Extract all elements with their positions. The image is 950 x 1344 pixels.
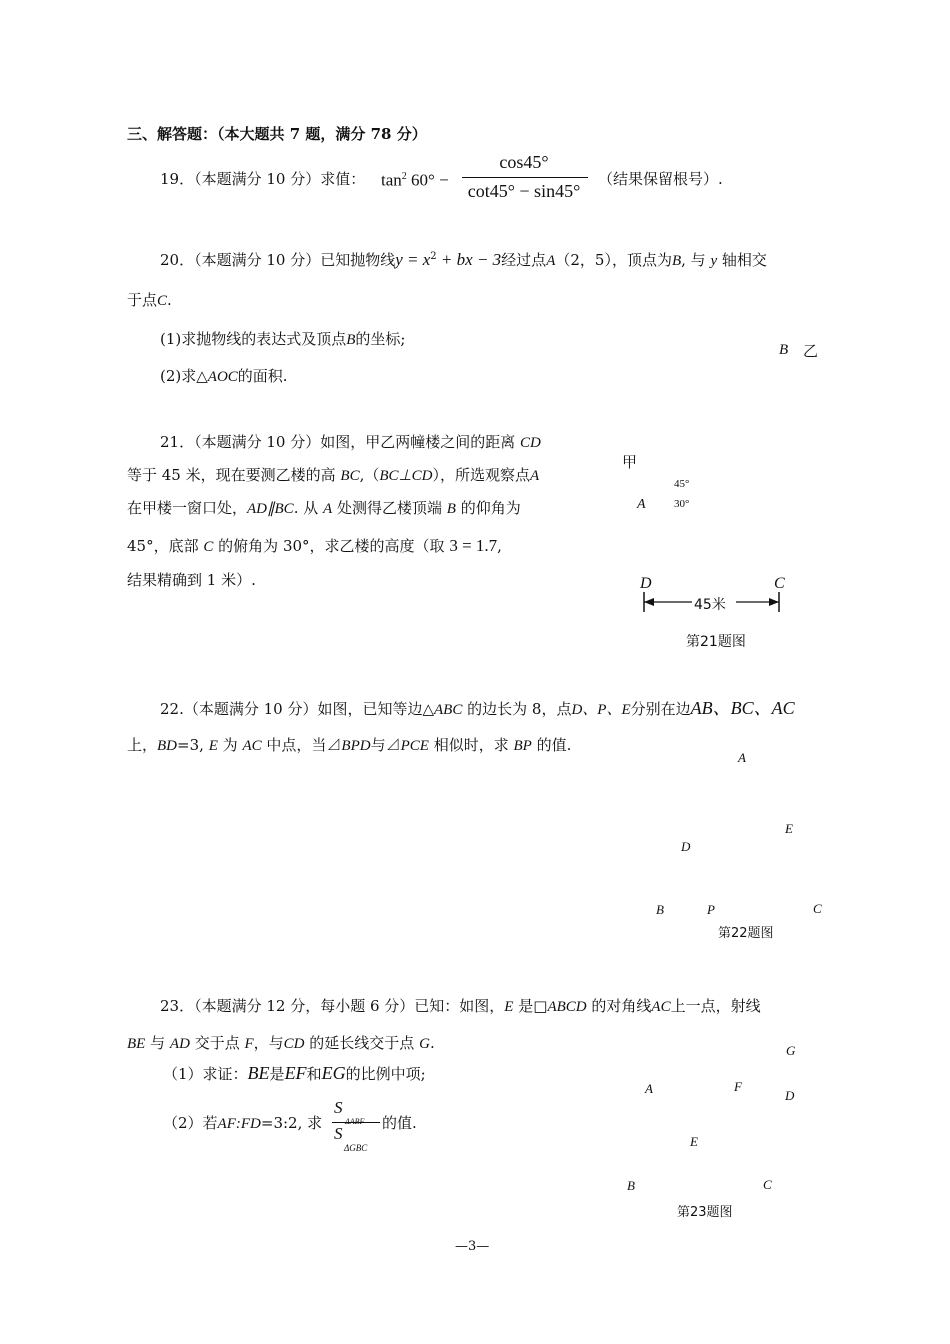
q21-b: B	[446, 501, 456, 517]
q21-line2	[127, 465, 539, 486]
fig23-label-f: F	[734, 1079, 742, 1094]
q20-axis-y: y	[710, 253, 718, 269]
q19-deg60: 60° −	[411, 170, 449, 190]
fig21-angle-30: 30°	[674, 498, 690, 510]
fig21-label-a: A	[637, 497, 646, 512]
q23-text-1c: 的对角线	[591, 997, 652, 1015]
q20-text-d: , 与	[681, 251, 706, 269]
q21-line5: 结果精确到 1 米）.	[127, 571, 256, 589]
q22-text-2f: 相似时，求	[433, 736, 509, 754]
q22-text-2e: 与⊿	[370, 736, 401, 754]
q21-text-2c: ），所选观察点	[432, 466, 530, 484]
q23-abcd: ABCD	[547, 999, 587, 1015]
q20-part2-b: AOC	[207, 369, 238, 385]
q22-text-2g: 的值.	[536, 736, 572, 754]
fig22-label-e: E	[785, 821, 793, 836]
q21-bc: BC	[340, 468, 360, 484]
fig21-distance: 45米	[694, 597, 726, 613]
q23-part2-b: =3:2, 求	[260, 1114, 323, 1132]
q23-text-1b: 是□	[518, 997, 548, 1015]
q20-point-a: A	[546, 253, 556, 269]
q20-point-c: C	[157, 293, 168, 309]
q20-eq-x: = x	[402, 250, 431, 269]
q22-bp: BP	[513, 738, 532, 754]
q23-part1-eg: EG	[321, 1063, 346, 1083]
q23-ac: AC	[651, 999, 671, 1015]
q19-fraction-bar	[462, 177, 588, 178]
fig21-label-yi: 乙	[803, 342, 819, 360]
q19-tan-exp: 2	[401, 171, 407, 182]
section-title: 三、解答题：（本大题共 7 题，满分 78 分）	[127, 125, 427, 143]
q22-line1	[160, 698, 795, 720]
q21-line4	[127, 536, 502, 557]
q21-text-2a: 等于 45 米，现在要测乙楼的高	[127, 466, 336, 484]
q23-text-2b: 交于点	[194, 1034, 240, 1052]
q23-text-2c: ，与	[253, 1034, 284, 1052]
fig21-label-d: D	[640, 575, 652, 592]
q20-part1-b: B	[346, 332, 356, 348]
q21-cd: CD	[520, 435, 541, 451]
q21-root-value: 3 = 1.7	[449, 536, 498, 555]
q20-part2-a: (2)求△	[160, 367, 208, 385]
q19-numerator: cos45°	[499, 152, 549, 172]
q19-prefix: 19．（本题满分 10 分）求值：	[160, 170, 366, 188]
q23-part2-c: 的值.	[382, 1114, 417, 1132]
q20-point-b: B	[671, 253, 682, 269]
q23-part1-b: 是	[269, 1065, 285, 1083]
q21-text-3d: 的仰角为	[460, 499, 521, 517]
q21-text-3c: 处测得乙楼顶端	[336, 499, 442, 517]
q20-part1-c: 的坐标;	[355, 330, 406, 348]
q23-part2-a: （2）若	[163, 1114, 218, 1132]
q23-text-2e: .	[429, 1034, 435, 1052]
q21-text-3a: 在甲楼一窗口处，	[127, 499, 248, 517]
fig21-caption: 第21题图	[686, 634, 746, 650]
fig21-label-b: B	[779, 342, 789, 358]
q23-part1-c: 和	[306, 1065, 322, 1083]
fig23-label-e: E	[690, 1134, 698, 1149]
q22-sides: AB、BC、AC	[690, 698, 795, 718]
q20-text-g: .	[167, 291, 172, 309]
fig21-label-jia: 甲	[622, 453, 638, 471]
q20-eq-exp: 2	[430, 251, 437, 262]
fig22-label-a: A	[738, 750, 746, 765]
q23-part1-a: （1）求证：	[163, 1065, 248, 1083]
q20-line2	[127, 290, 172, 311]
q22-text-1b: 的边长为 8，点	[467, 700, 572, 718]
q23-part1-d: 的比例中项;	[345, 1065, 426, 1083]
q20-text-e: 轴相交	[721, 251, 767, 269]
q23-text-1d: 上一点，射线	[670, 997, 761, 1015]
q21-text-4b: 的俯角为 30°，求乙楼的高度（取	[218, 537, 445, 555]
q21-ad: AD∥BC	[247, 501, 294, 517]
q21-perp: BC⊥CD	[379, 468, 433, 484]
q23-frac-bar	[332, 1122, 380, 1123]
fig23-label-g: G	[786, 1043, 796, 1058]
q23-frac-sub2: ΔGBC	[344, 1143, 368, 1153]
q20-line1	[160, 247, 767, 271]
q22-text-2d: 中点，当⊿	[266, 736, 342, 754]
q20-eq-y: y	[395, 250, 403, 269]
q23-ad: AD	[169, 1036, 190, 1052]
q21-text-4c: ,	[497, 537, 502, 555]
fig22-label-d: D	[681, 839, 691, 854]
q22-text-2a: 上，	[127, 736, 158, 754]
q23-part1	[163, 1063, 426, 1084]
q23-line1	[160, 996, 761, 1017]
q23-e: E	[504, 999, 514, 1015]
q23-line2	[127, 1033, 435, 1054]
q22-bd: BD	[157, 738, 178, 754]
q20-text-a: 20．（本题满分 10 分）已知抛物线	[160, 251, 396, 269]
q21-a2: A	[323, 501, 333, 517]
q19-tan-fn: tan	[381, 170, 402, 190]
q22-text-1c: 分别在边	[630, 700, 691, 718]
q23-frac-s1: S	[334, 1098, 343, 1117]
q19-tan	[381, 167, 449, 191]
q20-part1	[160, 329, 405, 350]
fig23-label-d: D	[785, 1088, 795, 1103]
q23-g: G	[419, 1036, 430, 1052]
q22-text-2b: =3,	[177, 736, 204, 754]
fig23-label-b: B	[627, 1178, 635, 1193]
q23-text-2d: 的延长线交于点	[309, 1034, 415, 1052]
q23-frac-s2: S	[334, 1124, 343, 1143]
fig22-label-c: C	[813, 901, 822, 916]
q20-part2	[160, 366, 288, 387]
q21-text-3b: . 从	[293, 499, 319, 517]
q22-line2	[127, 735, 571, 756]
fig22-label-b: B	[656, 902, 664, 917]
q23-part1-be: BE	[247, 1063, 270, 1083]
page-number: —3—	[455, 1239, 490, 1254]
q22-pce: PCE	[400, 738, 429, 754]
q22-e: E	[208, 738, 218, 754]
q22-text-2c: 为	[222, 736, 238, 754]
q22-bpd: BPD	[341, 738, 371, 754]
q23-text-1a: 23．（本题满分 12 分，每小题 6 分）已知：如图，	[160, 997, 505, 1015]
fig21-label-c: C	[774, 575, 785, 592]
q22-abc: ABC	[434, 702, 463, 718]
q21-line3	[127, 498, 521, 519]
q21-c: C	[203, 539, 214, 555]
q23-part2-text	[163, 1113, 322, 1134]
q20-eq-rest: + bx − 3	[436, 250, 502, 269]
q21-a: A	[529, 468, 540, 484]
q21-line1	[160, 432, 541, 453]
q22-points: D、P、E	[571, 702, 631, 718]
fig23-label-c: C	[763, 1177, 772, 1192]
fig22-label-p: P	[707, 902, 715, 917]
q21-text-2b: ,（	[359, 466, 380, 484]
q23-part2-ratio: AF:FD	[217, 1116, 261, 1132]
q21-text-4a: 45°，底部	[127, 537, 199, 555]
fig21-angle-45: 45°	[674, 478, 690, 490]
q23-part1-ef: EF	[284, 1063, 307, 1083]
q20-text-c: （2，5），顶点为	[555, 251, 672, 269]
q20-text-b: 经过点	[501, 251, 547, 269]
q23-f: F	[244, 1036, 254, 1052]
q22-text-1a: 22.（本题满分 10 分）如图，已知等边△	[160, 700, 435, 718]
q19-suffix: （结果保留根号）.	[598, 170, 723, 188]
q20-part2-c: 的面积.	[237, 367, 288, 385]
q23-be: BE	[127, 1036, 146, 1052]
q19-denominator: cot45° − sin45°	[467, 181, 581, 201]
q20-text-f: 于点	[127, 291, 158, 309]
q23-cd: CD	[283, 1036, 305, 1052]
q22-ac: AC	[242, 738, 262, 754]
fig22-caption: 第22题图	[718, 926, 774, 941]
fig23-caption: 第23题图	[677, 1205, 733, 1220]
q23-text-2a: 与	[150, 1034, 166, 1052]
fig23-label-a: A	[645, 1081, 653, 1096]
q20-part1-a: (1)求抛物线的表达式及顶点	[160, 330, 347, 348]
q21-text-1: 21．（本题满分 10 分）如图，甲乙两幢楼之间的距离	[160, 433, 516, 451]
